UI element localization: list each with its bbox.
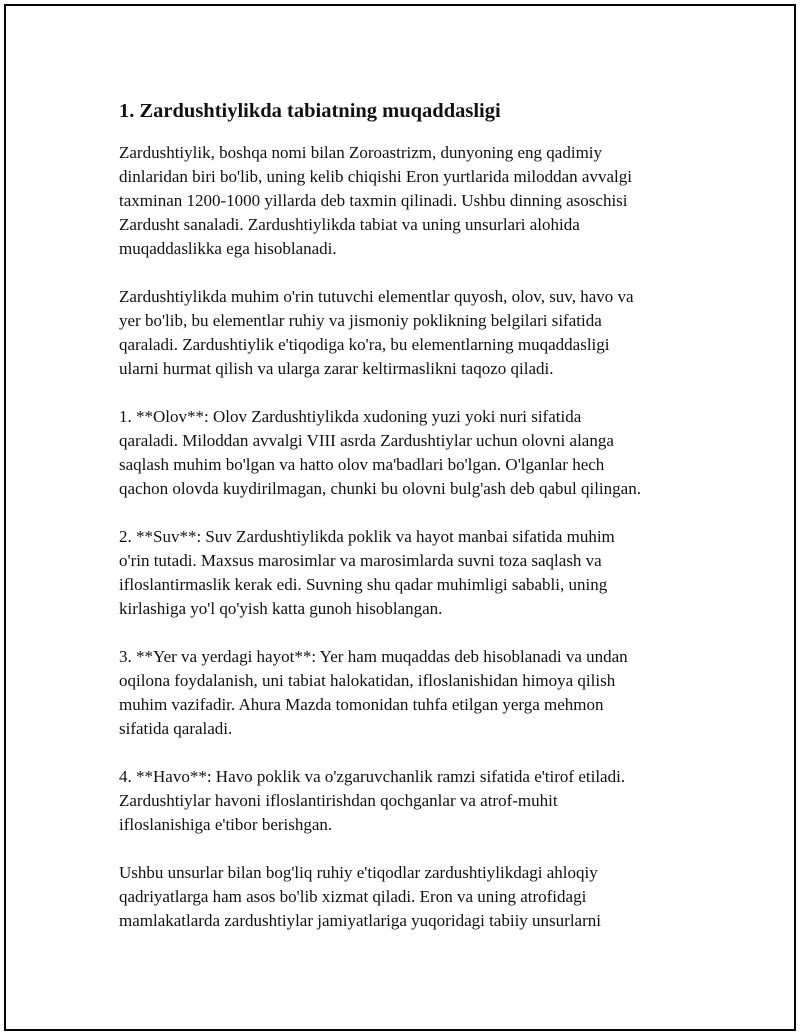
paragraph-line: kirlashiga yo'l qo'yish katta gunoh hisoblangan. <box>119 599 443 618</box>
paragraph-line: ularni hurmat qilish va ularga zarar keltirmaslikni taqozo qiladi. <box>119 359 554 378</box>
paragraph-line: qaraladi. Miloddan avvalgi VIII asrda Zardushtiylar uchun olovni alanga <box>119 431 614 450</box>
paragraph-line: oqilona foydalanish, uni tabiat halokatidan, ifloslanishidan himoya qilish <box>119 671 616 690</box>
paragraph-line: saqlash muhim bo'lgan va hatto olov ma'badlari bo'lgan. O'lganlar hech <box>119 455 605 474</box>
document-body <box>119 98 709 957</box>
paragraph-line: qadriyatlarga ham asos bo'lib xizmat qiladi. Eron va uning atrofidagi <box>119 887 587 906</box>
paragraph-line: 3. **Yer va yerdagi hayot**: Yer ham muqaddas deb hisoblanadi va undan <box>119 647 628 666</box>
paragraph-line: ifloslanishiga e'tibor berishgan. <box>119 815 333 834</box>
paragraph-line: mamlakatlarda zardushtiylar jamiyatlariga yuqoridagi tabiiy unsurlarni <box>119 911 601 930</box>
paragraph-olov <box>119 405 709 501</box>
paragraph-line: Zardushtiylik, boshqa nomi bilan Zoroastrizm, dunyoning eng qadimiy <box>119 143 603 162</box>
paragraph-line: Zardushtiylikda muhim o'rin tutuvchi elementlar quyosh, olov, suv, havo va <box>119 287 634 306</box>
paragraph-line: dinlaridan biri bo'lib, uning kelib chiqishi Eron yurtlarida miloddan avvalgi <box>119 167 632 186</box>
paragraph-line: taxminan 1200-1000 yillarda deb taxmin qilinadi. Ushbu dinning asoschisi <box>119 191 628 210</box>
paragraph-line: Zardushtiylar havoni ifloslantirishdan qochganlar va atrof-muhit <box>119 791 558 810</box>
paragraph-line: 2. **Suv**: Suv Zardushtiylikda poklik va hayot manbai sifatida muhim <box>119 527 615 546</box>
paragraph-line: qaraladi. Zardushtiylik e'tiqodiga ko'ra, bu elementlarning muqaddasligi <box>119 335 610 354</box>
paragraph-line: o'rin tutadi. Maxsus marosimlar va marosimlarda suvni toza saqlash va <box>119 551 602 570</box>
paragraph-line: 4. **Havo**: Havo poklik va o'zgaruvchanlik ramzi sifatida e'tirof etiladi. <box>119 767 626 786</box>
paragraph-line: qachon olovda kuydirilmagan, chunki bu olovni bulg'ash deb qabul qilingan. <box>119 479 641 498</box>
paragraph-line: muqaddaslikka ega hisoblanadi. <box>119 239 337 258</box>
paragraph-line: 1. **Olov**: Olov Zardushtiylikda xudoning yuzi yoki nuri sifatida <box>119 407 582 426</box>
section-title: 1. Zardushtiylikda tabiatning muqaddasligi <box>119 100 501 122</box>
paragraph-suv <box>119 525 709 621</box>
paragraph-line: sifatida qaraladi. <box>119 719 233 738</box>
paragraph-line: Zardusht sanaladi. Zardushtiylikda tabiat va uning unsurlari alohida <box>119 215 580 234</box>
paragraph-line: muhim vazifadir. Ahura Mazda tomonidan tuhfa etilgan yerga mehmon <box>119 695 604 714</box>
paragraph-line: yer bo'lib, bu elementlar ruhiy va jismoniy poklikning belgilari sifatida <box>119 311 602 330</box>
paragraph-havo <box>119 765 709 837</box>
paragraph-elements <box>119 285 709 381</box>
paragraph-line: Ushbu unsurlar bilan bog'liq ruhiy e'tiqodlar zardushtiylikdagi ahloqiy <box>119 863 598 882</box>
page-frame <box>4 4 796 1031</box>
paragraph-conclusion <box>119 861 709 933</box>
paragraph-intro <box>119 141 709 261</box>
paragraph-yer <box>119 645 709 741</box>
paragraph-line: ifloslantirmaslik kerak edi. Suvning shu qadar muhimligi sababli, uning <box>119 575 608 594</box>
